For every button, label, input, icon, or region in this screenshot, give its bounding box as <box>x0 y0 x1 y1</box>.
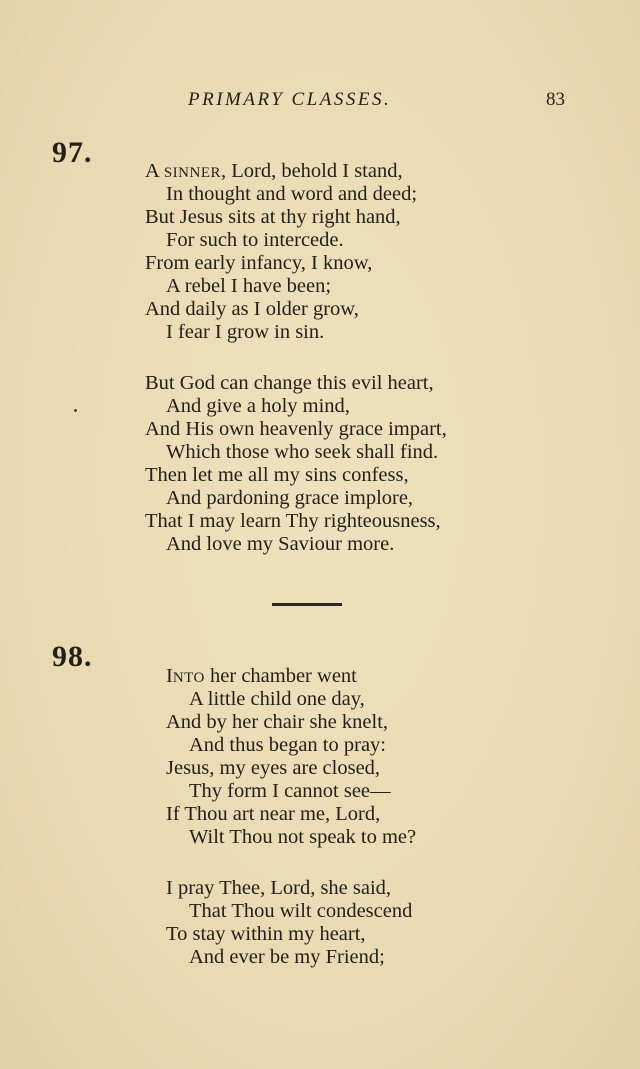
verse-line: That Thou wilt condescend <box>189 900 413 922</box>
verse-line: Then let me all my sins confess, <box>145 464 409 486</box>
hymn-number-97: 97. <box>52 136 93 169</box>
verse-line: And daily as I older grow, <box>145 298 359 320</box>
verse-line: To stay within my heart, <box>166 923 366 945</box>
verse-line: And pardoning grace implore, <box>166 487 414 509</box>
verse-line-rest: , Lord, behold I stand, <box>220 160 403 182</box>
verse-line: From early infancy, I know, <box>145 252 373 274</box>
verse-line: That I may learn Thy righteousness, <box>145 510 441 532</box>
verse-line: A rebel I have been; <box>166 275 332 297</box>
verse-line: In thought and word and deed; <box>166 183 418 205</box>
verse-line: I fear I grow in sin. <box>166 321 325 343</box>
verse-line <box>145 160 403 185</box>
verse-line-smallcaps: SINNER <box>163 165 221 181</box>
section-divider <box>272 603 342 606</box>
verse-line: If Thou art near me, Lord, <box>166 803 381 825</box>
verse-line: Jesus, my eyes are closed, <box>166 757 381 779</box>
verse-line-lead: A <box>145 160 164 182</box>
verse-line: And by her chair she knelt, <box>166 711 389 733</box>
verse-line: But Jesus sits at thy right hand, <box>145 206 401 228</box>
verse-line-rest: her chamber went <box>204 665 357 687</box>
verse-line-smallcaps: NTO <box>172 670 205 686</box>
running-title: PRIMARY CLASSES. <box>188 89 392 110</box>
verse-line: Wilt Thou not speak to me? <box>189 826 417 848</box>
print-speck <box>74 409 77 412</box>
verse-line: Which those who seek shall find. <box>166 441 439 463</box>
hymn-number-98: 98. <box>52 640 93 673</box>
verse-line: For such to intercede. <box>166 229 344 251</box>
page-number: 83 <box>546 89 565 110</box>
verse-line: And His own heavenly grace impart, <box>145 418 447 440</box>
verse-line: And thus began to pray: <box>189 734 386 756</box>
verse-line-lead: I <box>166 665 173 687</box>
verse-line: And ever be my Friend; <box>189 946 385 968</box>
verse-line: And love my Saviour more. <box>166 533 395 555</box>
verse-line: A little child one day, <box>189 688 365 710</box>
verse-line: And give a holy mind, <box>166 395 350 417</box>
verse-line: But God can change this evil heart, <box>145 372 434 394</box>
verse-line: Thy form I cannot see— <box>189 780 391 802</box>
verse-line: I pray Thee, Lord, she said, <box>166 877 392 899</box>
verse-line <box>166 665 357 690</box>
